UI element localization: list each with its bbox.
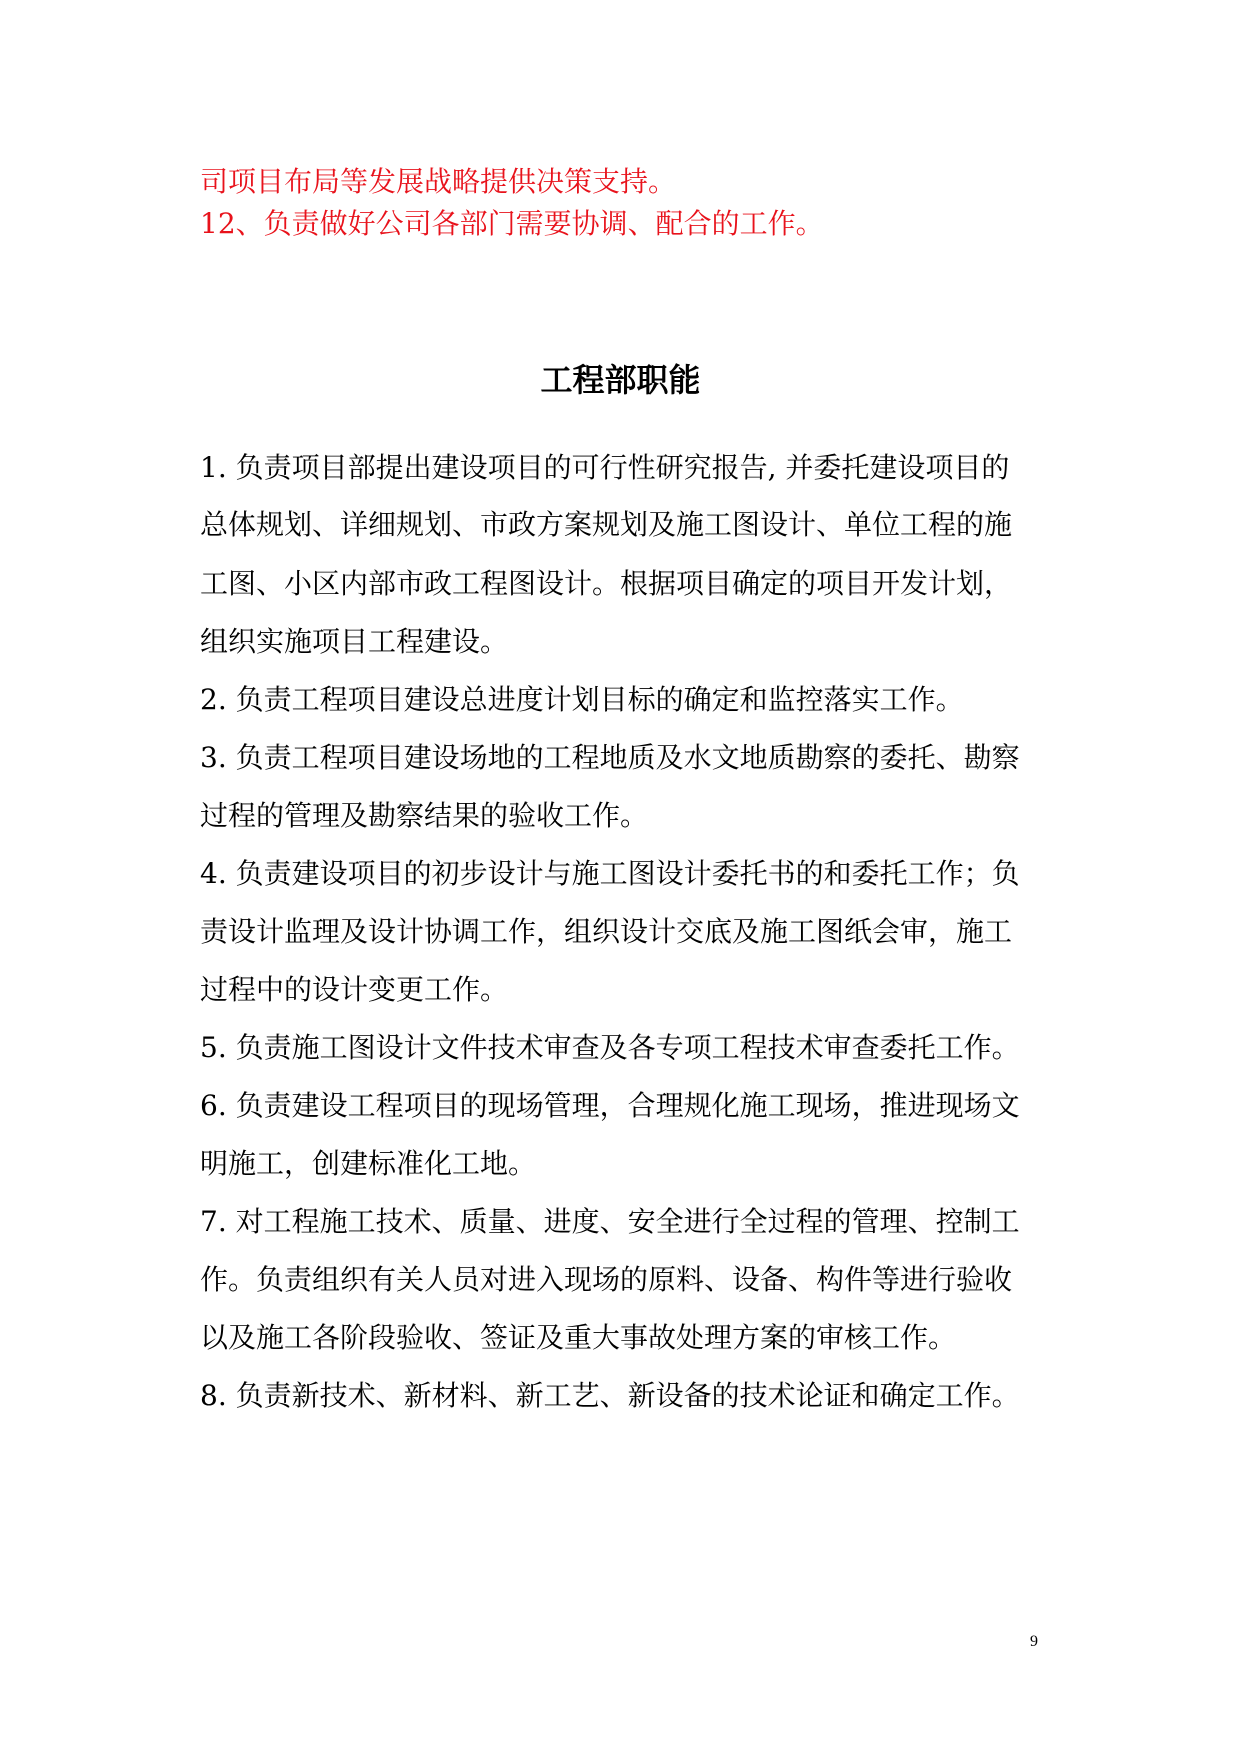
body-line-11: 5. 负责施工图设计文件技术审查及各专项工程技术审查委托工作。	[200, 1031, 1020, 1064]
prev-section-line-1: 司项目布局等发展战略提供决策支持。	[200, 165, 677, 198]
body-line-12: 6. 负责建设工程项目的现场管理，合理规化施工现场，推进现场文	[200, 1089, 1020, 1122]
body-line-1: 1. 负责项目部提出建设项目的可行性研究报告, 并委托建设项目的	[200, 451, 1010, 484]
body-line-13: 明施工，创建标准化工地。	[200, 1147, 537, 1180]
body-line-17: 8. 负责新技术、新材料、新工艺、新设备的技术论证和确定工作。	[200, 1379, 1020, 1412]
prev-section-line-2: 12、负责做好公司各部门需要协调、配合的工作。	[200, 207, 824, 240]
body-line-7: 过程的管理及勘察结果的验收工作。	[200, 799, 649, 832]
body-line-15: 作。负责组织有关人员对进入现场的原料、设备、构件等进行验收	[200, 1263, 1013, 1296]
body-line-4: 组织实施项目工程建设。	[200, 625, 509, 658]
body-line-14: 7. 对工程施工技术、质量、进度、安全进行全过程的管理、控制工	[200, 1205, 1020, 1238]
body-line-2: 总体规划、详细规划、市政方案规划及施工图设计、单位工程的施	[200, 508, 1013, 541]
body-line-9: 责设计监理及设计协调工作，组织设计交底及施工图纸会审，施工	[200, 915, 1013, 948]
body-line-5: 2. 负责工程项目建设总进度计划目标的确定和监控落实工作。	[200, 683, 964, 716]
section-title: 工程部职能	[540, 361, 701, 399]
body-line-10: 过程中的设计变更工作。	[200, 973, 509, 1006]
body-line-3: 工图、小区内部市政工程图设计。根据项目确定的项目开发计划，	[200, 567, 1013, 600]
body-line-8: 4. 负责建设项目的初步设计与施工图设计委托书的和委托工作；负	[200, 857, 1020, 890]
body-line-16: 以及施工各阶段验收、签证及重大事故处理方案的审核工作。	[200, 1321, 957, 1354]
page-number: 9	[1030, 1633, 1038, 1650]
body-line-6: 3. 负责工程项目建设场地的工程地质及水文地质勘察的委托、勘察	[200, 741, 1020, 774]
